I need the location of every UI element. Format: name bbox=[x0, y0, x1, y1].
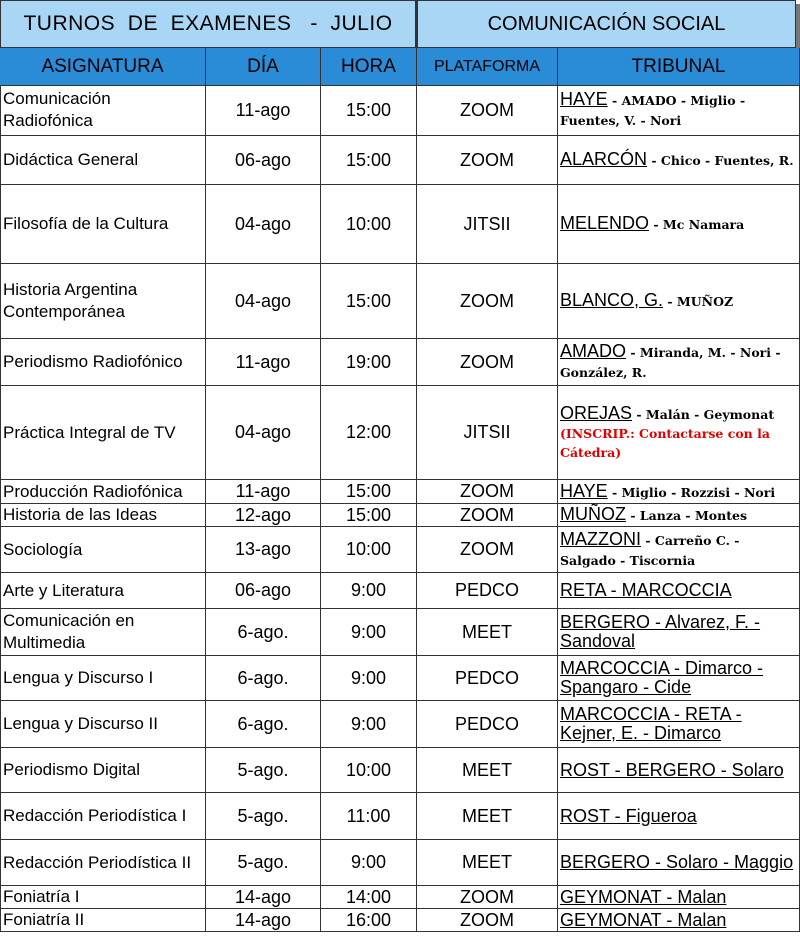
tribunal-president: MAZZONI bbox=[560, 528, 641, 549]
time-cell: 10:00 bbox=[321, 748, 417, 792]
time-cell: 9:00 bbox=[321, 656, 417, 700]
subject-cell: Redacción Periodística I bbox=[0, 793, 206, 839]
day-cell: 11-ago bbox=[206, 480, 321, 503]
subject-cell: Comunicación en Multimedia bbox=[0, 609, 206, 655]
day-cell: 06-ago bbox=[206, 573, 321, 608]
tribunal-president: MARCOCCIA - RETA - Kejner, E. - Dimarco bbox=[560, 704, 742, 743]
time-cell: 10:00 bbox=[321, 527, 417, 572]
day-cell: 12-ago bbox=[206, 504, 321, 526]
platform-cell: PEDCO bbox=[417, 573, 558, 608]
tribunal-cell bbox=[558, 527, 800, 572]
career-title: COMUNICACIÓN SOCIAL bbox=[416, 0, 796, 48]
time-cell: 9:00 bbox=[321, 840, 417, 885]
subject-cell: Redacción Periodística II bbox=[0, 840, 206, 885]
day-cell: 6-ago. bbox=[206, 701, 321, 747]
tribunal-president: GEYMONAT - Malan bbox=[560, 886, 727, 907]
subject-cell: Producción Radiofónica bbox=[0, 480, 206, 503]
day-cell: 6-ago. bbox=[206, 656, 321, 700]
tribunal-members bbox=[560, 581, 732, 600]
platform-cell: MEET bbox=[417, 840, 558, 885]
tribunal-cell bbox=[558, 136, 800, 184]
subject-cell: Lengua y Discurso I bbox=[0, 656, 206, 700]
platform-cell: ZOOM bbox=[417, 909, 558, 931]
subject-cell: Didáctica General bbox=[0, 136, 206, 184]
platform-cell: ZOOM bbox=[417, 339, 558, 385]
time-cell: 14:00 bbox=[321, 886, 417, 908]
subject-cell: Historia de las Ideas bbox=[0, 504, 206, 526]
platform-cell: ZOOM bbox=[417, 504, 558, 526]
platform-cell: MEET bbox=[417, 793, 558, 839]
table-row bbox=[0, 609, 800, 656]
tribunal-president: BERGERO - Solaro - Maggio bbox=[560, 852, 794, 872]
day-cell: 11-ago bbox=[206, 85, 321, 135]
platform-cell: JITSII bbox=[417, 185, 558, 263]
tribunal-members bbox=[560, 853, 793, 872]
table-row bbox=[0, 504, 800, 527]
header-asignatura: ASIGNATURA bbox=[0, 48, 206, 85]
inscription-note: (INSCRIP.: Contactarse con la Cátedra) bbox=[560, 425, 770, 460]
table-row bbox=[0, 185, 800, 264]
header-tribunal: TRIBUNAL bbox=[558, 48, 800, 85]
table-row bbox=[0, 264, 800, 339]
tribunal-vocales: - Miranda, M. - Nori - González, R. bbox=[560, 345, 781, 380]
header-hora: HORA bbox=[321, 48, 417, 85]
tribunal-president: HAYE bbox=[560, 89, 608, 109]
table-row bbox=[0, 701, 800, 748]
tribunal-cell bbox=[558, 185, 800, 263]
tribunal-vocales: - AMADO - Miglio - Fuentes, V. - Nori bbox=[560, 93, 746, 128]
tribunal-president: AMADO bbox=[560, 341, 627, 361]
tribunal-cell bbox=[558, 85, 800, 135]
schedule-title: TURNOS DE EXAMENES - JULIO bbox=[0, 0, 416, 48]
tribunal-cell bbox=[558, 656, 800, 700]
tribunal-members bbox=[560, 342, 799, 382]
subject-cell: Lengua y Discurso II bbox=[0, 701, 206, 747]
tribunal-cell bbox=[558, 386, 800, 479]
time-cell: 15:00 bbox=[321, 504, 417, 526]
tribunal-cell bbox=[558, 339, 800, 385]
tribunal-president: BERGERO - Alvarez, F. - Sandoval bbox=[560, 612, 761, 651]
table-row bbox=[0, 136, 800, 185]
day-cell: 5-ago. bbox=[206, 840, 321, 885]
platform-cell: ZOOM bbox=[417, 886, 558, 908]
tribunal-cell bbox=[558, 609, 800, 655]
subject-cell: Sociología bbox=[0, 527, 206, 572]
platform-cell: ZOOM bbox=[417, 85, 558, 135]
subject-cell: Filosofía de la Cultura bbox=[0, 185, 206, 263]
table-row bbox=[0, 886, 800, 909]
table-row bbox=[0, 840, 800, 886]
tribunal-president: BLANCO, G. bbox=[560, 290, 664, 310]
tribunal-vocales: - Chico - Fuentes, R. bbox=[647, 153, 794, 168]
tribunal-cell bbox=[558, 748, 800, 792]
header-dia: DÍA bbox=[206, 48, 321, 85]
tribunal-cell bbox=[558, 264, 800, 338]
table-body bbox=[0, 85, 800, 932]
table-row bbox=[0, 339, 800, 386]
tribunal-president: RETA - MARCOCCIA bbox=[560, 580, 732, 600]
day-cell: 6-ago. bbox=[206, 609, 321, 655]
tribunal-members bbox=[560, 505, 747, 525]
time-cell: 15:00 bbox=[321, 264, 417, 338]
time-cell: 16:00 bbox=[321, 909, 417, 931]
tribunal-cell bbox=[558, 886, 800, 908]
tribunal-members bbox=[560, 90, 799, 130]
time-cell: 12:00 bbox=[321, 386, 417, 479]
tribunal-cell bbox=[558, 793, 800, 839]
tribunal-president: GEYMONAT - Malan bbox=[560, 909, 727, 930]
platform-cell: ZOOM bbox=[417, 480, 558, 503]
tribunal-members bbox=[560, 761, 784, 780]
tribunal-cell bbox=[558, 701, 800, 747]
time-cell: 9:00 bbox=[321, 573, 417, 608]
tribunal-members bbox=[560, 705, 799, 743]
subject-cell: Arte y Literatura bbox=[0, 573, 206, 608]
tribunal-president: HAYE bbox=[560, 480, 608, 501]
platform-cell: ZOOM bbox=[417, 264, 558, 338]
tribunal-members bbox=[560, 530, 799, 570]
table-row bbox=[0, 386, 800, 480]
subject-cell: Comunicación Radiofónica bbox=[0, 85, 206, 135]
time-cell: 9:00 bbox=[321, 609, 417, 655]
tribunal-cell bbox=[558, 840, 800, 885]
subject-cell: Foniatría I bbox=[0, 886, 206, 908]
tribunal-president: MELENDO bbox=[560, 213, 650, 233]
day-cell: 5-ago. bbox=[206, 748, 321, 792]
table-row bbox=[0, 909, 800, 932]
day-cell: 11-ago bbox=[206, 339, 321, 385]
time-cell: 15:00 bbox=[321, 480, 417, 503]
subject-cell: Historia Argentina Contemporánea bbox=[0, 264, 206, 338]
subject-cell: Periodismo Digital bbox=[0, 748, 206, 792]
tribunal-members bbox=[560, 150, 794, 170]
day-cell: 06-ago bbox=[206, 136, 321, 184]
table-header bbox=[0, 48, 800, 86]
tribunal-members bbox=[560, 613, 799, 651]
time-cell: 15:00 bbox=[321, 136, 417, 184]
time-cell: 11:00 bbox=[321, 793, 417, 839]
table-row bbox=[0, 480, 800, 504]
day-cell: 13-ago bbox=[206, 527, 321, 572]
platform-cell: MEET bbox=[417, 748, 558, 792]
time-cell: 10:00 bbox=[321, 185, 417, 263]
tribunal-president: ROST - Figueroa bbox=[560, 805, 697, 826]
tribunal-vocales: - Malán - Geymonat bbox=[632, 406, 775, 422]
platform-cell: JITSII bbox=[417, 386, 558, 479]
platform-cell: ZOOM bbox=[417, 136, 558, 184]
day-cell: 04-ago bbox=[206, 386, 321, 479]
tribunal-members bbox=[560, 214, 744, 234]
tribunal-members bbox=[560, 911, 726, 930]
tribunal-president: ALARCÓN bbox=[560, 149, 648, 169]
tribunal-president: OREJAS bbox=[560, 402, 633, 423]
subject-cell: Práctica Integral de TV bbox=[0, 386, 206, 479]
day-cell: 14-ago bbox=[206, 886, 321, 908]
tribunal-members bbox=[560, 659, 799, 697]
table-row bbox=[0, 656, 800, 701]
tribunal-president: MUÑOZ bbox=[560, 504, 626, 524]
platform-cell: PEDCO bbox=[417, 701, 558, 747]
table-row bbox=[0, 527, 800, 573]
time-cell: 9:00 bbox=[321, 701, 417, 747]
tribunal-members bbox=[560, 482, 775, 502]
table-row bbox=[0, 793, 800, 840]
table-row bbox=[0, 85, 800, 136]
title-band bbox=[0, 0, 800, 48]
subject-cell: Foniatría II bbox=[0, 909, 206, 931]
tribunal-vocales: - Miglio - Rozzisi - Nori bbox=[607, 484, 776, 500]
table-row bbox=[0, 748, 800, 793]
time-cell: 15:00 bbox=[321, 85, 417, 135]
table-row bbox=[0, 573, 800, 609]
time-cell: 19:00 bbox=[321, 339, 417, 385]
tribunal-cell bbox=[558, 504, 800, 526]
subject-cell: Periodismo Radiofónico bbox=[0, 339, 206, 385]
tribunal-cell bbox=[558, 480, 800, 503]
tribunal-members bbox=[560, 888, 726, 907]
tribunal-members bbox=[560, 807, 697, 826]
day-cell: 5-ago. bbox=[206, 793, 321, 839]
tribunal-cell bbox=[558, 909, 800, 931]
tribunal-president: MARCOCCIA - Dimarco - Spangaro - Cide bbox=[560, 658, 764, 697]
header-plataforma: PLATAFORMA bbox=[417, 48, 558, 85]
day-cell: 04-ago bbox=[206, 185, 321, 263]
tribunal-vocales: - Lanza - Montes bbox=[626, 508, 747, 523]
day-cell: 04-ago bbox=[206, 264, 321, 338]
tribunal-vocales: - Mc Namara bbox=[649, 217, 745, 232]
tribunal-vocales: - Carreño C. - Salgado - Tiscornia bbox=[560, 532, 740, 568]
tribunal-cell bbox=[558, 573, 800, 608]
platform-cell: ZOOM bbox=[417, 527, 558, 572]
tribunal-members bbox=[560, 291, 733, 311]
tribunal-members bbox=[560, 404, 799, 462]
tribunal-president: ROST - BERGERO - Solaro bbox=[560, 759, 784, 780]
platform-cell: MEET bbox=[417, 609, 558, 655]
tribunal-vocales: - MUÑOZ bbox=[663, 294, 734, 309]
day-cell: 14-ago bbox=[206, 909, 321, 931]
platform-cell: PEDCO bbox=[417, 656, 558, 700]
